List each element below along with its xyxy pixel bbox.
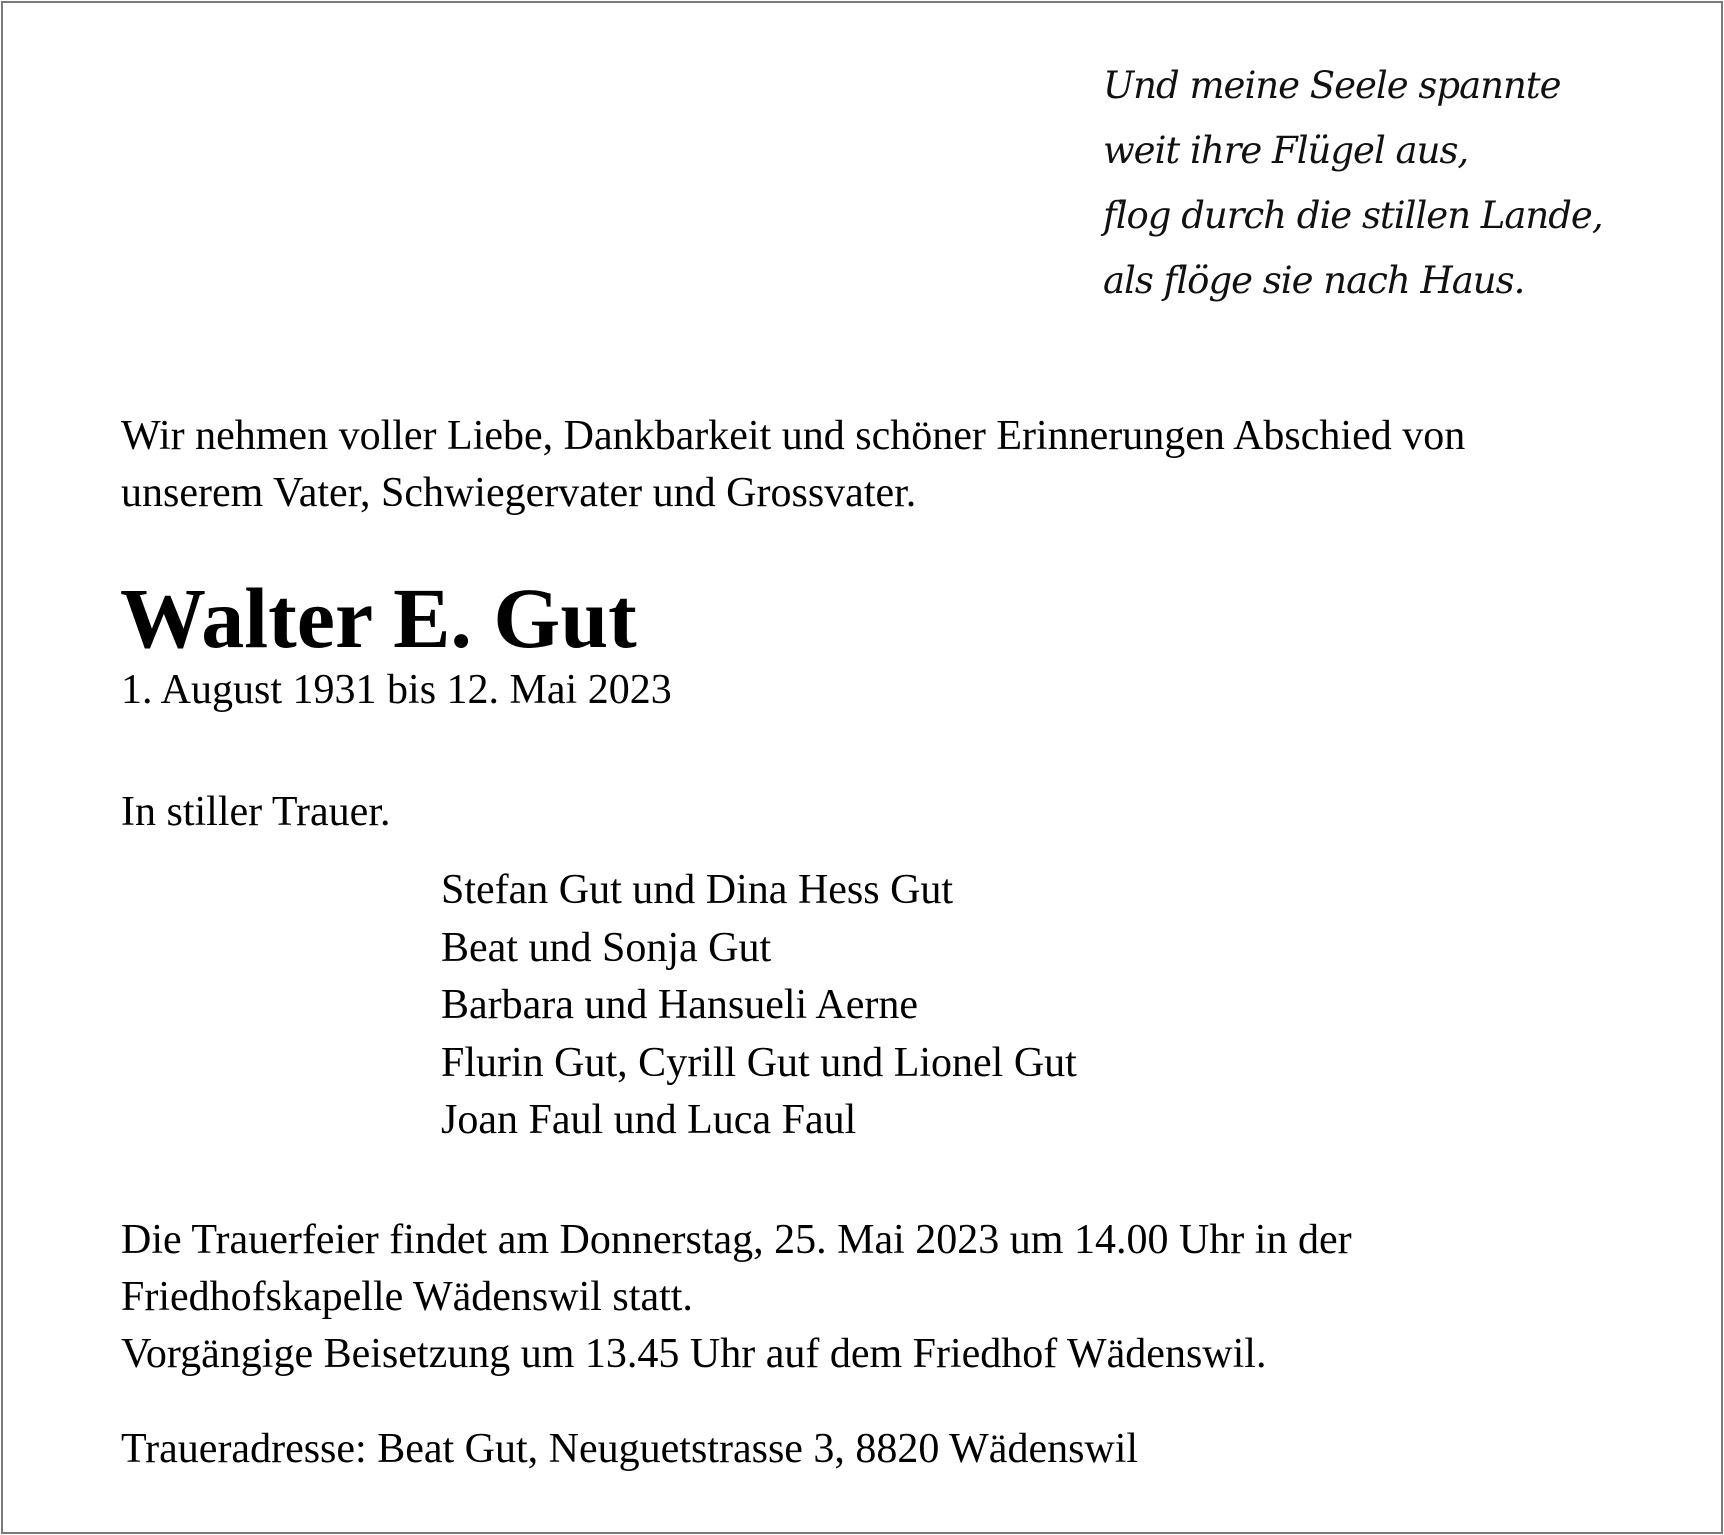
funeral-line: Friedhofskapelle Wädenswil statt. [121,1274,693,1320]
poem-line: flog durch die stillen Lande, [1103,194,1603,237]
funeral-line: Die Trauerfeier findet am Donnerstag, 25. Mai 2023 um 14.00 Uhr in der [121,1217,1352,1263]
poem-line: weit ihre Flügel aus, [1103,129,1469,172]
family-list [441,862,1077,1150]
poem-line: als flöge sie nach Haus. [1103,259,1525,302]
intro-line: Wir nehmen voller Liebe, Dankbarkeit und schöner Erinnerungen Abschied von [121,413,1466,459]
funeral-line: Vorgängige Beisetzung um 13.45 Uhr auf dem Friedhof Wädenswil. [121,1331,1267,1377]
life-dates: 1. August 1931 bis 12. Mai 2023 [121,667,672,713]
intro-line: unserem Vater, Schwiegervater und Grossvater. [121,470,917,516]
funeral-info [121,1212,1352,1383]
mourning-line: In stiller Trauer. [121,789,391,835]
mourning-address: Traueradresse: Beat Gut, Neuguetstrasse 3, 8820 Wädenswil [121,1426,1139,1472]
family-member: Flurin Gut, Cyrill Gut und Lionel Gut [441,1039,1077,1086]
family-member: Stefan Gut und Dina Hess Gut [441,867,954,913]
poem-line: Und meine Seele spannte [1103,64,1561,107]
deceased-name: Walter E. Gut [120,570,637,666]
intro-text [121,408,1465,522]
family-member: Joan Faul und Luca Faul [441,1097,857,1143]
family-member: Beat und Sonja Gut [441,924,772,971]
family-member: Barbara und Hansueli Aerne [441,982,918,1028]
poem [1103,53,1603,313]
obituary-notice [1,1,1723,1534]
